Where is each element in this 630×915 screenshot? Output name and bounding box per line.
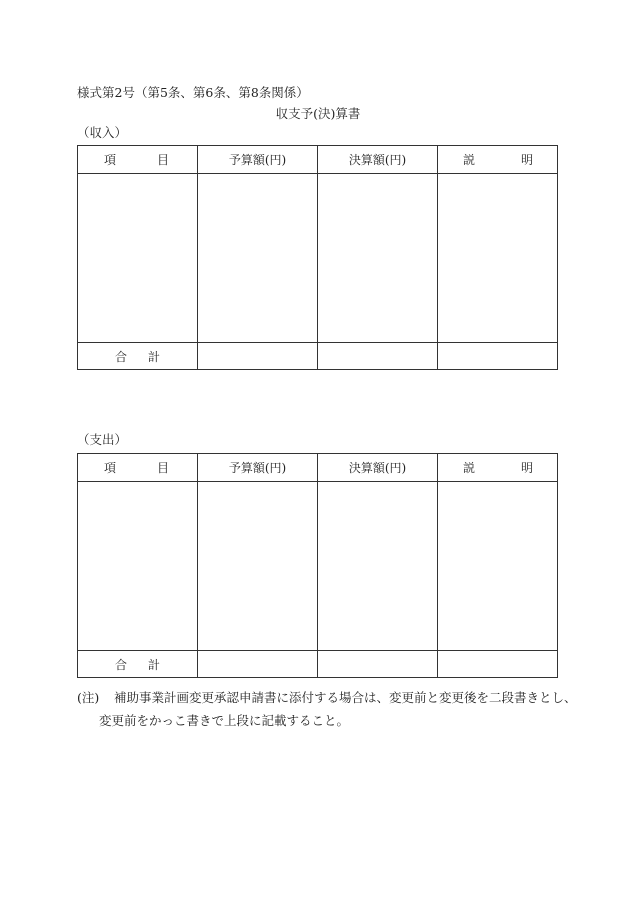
income-section-label: （収入） <box>77 125 128 140</box>
note-line-1 <box>77 686 577 709</box>
total-label-char-1: 合 <box>115 349 128 364</box>
expense-settlement-cell[interactable] <box>318 482 438 651</box>
description-header-char-2: 明 <box>520 153 533 167</box>
expense-item-cell[interactable] <box>78 482 198 651</box>
description-header-char-1: 説 <box>463 153 476 167</box>
expense-total-row <box>78 651 558 678</box>
income-body-row <box>78 174 558 343</box>
expense-table <box>77 453 558 678</box>
item-header-char-2: 目 <box>156 461 169 475</box>
income-description-cell[interactable] <box>438 174 558 343</box>
expense-header-row <box>78 454 558 482</box>
note-text-1: 補助事業計画変更承認申請書に添付する場合は、変更前と変更後を二段書きとし、 <box>114 690 577 705</box>
expense-section-label: （支出） <box>77 432 128 447</box>
expense-total-settlement-cell[interactable] <box>318 651 438 678</box>
expense-total-description-cell[interactable] <box>438 651 558 678</box>
income-table <box>77 145 558 370</box>
expense-total-label <box>78 651 198 678</box>
income-budget-cell[interactable] <box>198 174 318 343</box>
budget-column-header: 予算額(円) <box>198 146 318 174</box>
settlement-column-header: 決算額(円) <box>318 454 438 482</box>
total-label-char-2: 計 <box>147 657 160 672</box>
income-total-label <box>78 343 198 370</box>
description-column-header <box>438 146 558 174</box>
income-header-row <box>78 146 558 174</box>
description-header-char-2: 明 <box>520 461 533 475</box>
item-column-header <box>78 146 198 174</box>
form-number: 様式第2号（第5条、第6条、第8条関係） <box>77 85 309 100</box>
note <box>77 686 577 732</box>
expense-total-budget-cell[interactable] <box>198 651 318 678</box>
income-item-cell[interactable] <box>78 174 198 343</box>
item-header-char-1: 項 <box>104 461 117 475</box>
expense-budget-cell[interactable] <box>198 482 318 651</box>
total-label-char-2: 計 <box>147 349 160 364</box>
item-header-char-1: 項 <box>104 153 117 167</box>
description-column-header <box>438 454 558 482</box>
note-mark: (注) <box>77 690 100 705</box>
income-total-description-cell[interactable] <box>438 343 558 370</box>
item-header-char-2: 目 <box>156 153 169 167</box>
expense-body-row <box>78 482 558 651</box>
budget-column-header: 予算額(円) <box>198 454 318 482</box>
description-header-char-1: 説 <box>463 461 476 475</box>
total-label-char-1: 合 <box>115 657 128 672</box>
income-settlement-cell[interactable] <box>318 174 438 343</box>
income-total-settlement-cell[interactable] <box>318 343 438 370</box>
expense-description-cell[interactable] <box>438 482 558 651</box>
note-line-2: 変更前をかっこ書きで上段に記載すること。 <box>99 713 350 728</box>
document-title: 収支予(決)算書 <box>275 106 361 121</box>
item-column-header <box>78 454 198 482</box>
settlement-column-header: 決算額(円) <box>318 146 438 174</box>
income-total-budget-cell[interactable] <box>198 343 318 370</box>
income-total-row <box>78 343 558 370</box>
